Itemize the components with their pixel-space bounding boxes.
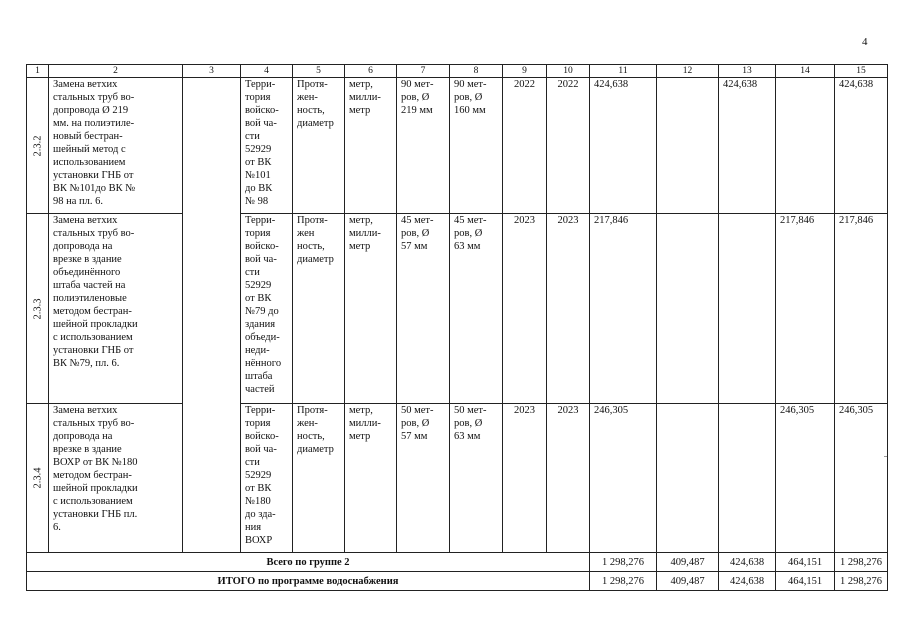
column-number: 4	[241, 65, 293, 78]
total-cell: 246,305	[590, 404, 657, 553]
table-row	[27, 78, 888, 214]
group-total-c13: 424,638	[719, 553, 776, 572]
group-total-label: Всего по группе 2	[27, 553, 590, 572]
column-number: 9	[503, 65, 547, 78]
column-number: 5	[293, 65, 345, 78]
column-number: 7	[397, 65, 450, 78]
col-14-cell: 217,846	[776, 214, 835, 404]
year-end-cell: 2022	[547, 78, 590, 214]
item-characteristic: Протя- жен- ность, диаметр	[297, 79, 334, 129]
item-units: метр, милли- метр	[349, 215, 381, 252]
characteristic-cell	[293, 214, 345, 404]
characteristic-cell	[293, 78, 345, 214]
before-cell	[397, 404, 450, 553]
item-after: 50 мет- ров, Ø 63 мм	[454, 405, 487, 442]
item-number: 2.3.2	[32, 135, 43, 156]
program-total-label: ИТОГО по программе водоснабжения	[27, 572, 590, 591]
after-cell	[450, 78, 503, 214]
column-number: 13	[719, 65, 776, 78]
description-cell	[49, 404, 183, 553]
item-before: 90 мет- ров, Ø 219 мм	[401, 79, 434, 116]
group-total-c12: 409,487	[657, 553, 719, 572]
col-12-cell	[657, 214, 719, 404]
program-table	[26, 64, 888, 591]
table-row	[27, 214, 888, 404]
before-cell	[397, 78, 450, 214]
item-characteristic: Протя- жен- ность, диаметр	[297, 405, 334, 455]
year-start-cell: 2023	[503, 214, 547, 404]
after-cell	[450, 214, 503, 404]
item-description: Замена ветхих стальных труб во- допровода на врезке в здание объединённого штаба частей на полиэтиленовые методом бестран- шейной прокладки с использованием установки ГНБ от ВК №79, пл. 6.	[53, 215, 138, 369]
page-number: 4	[862, 36, 868, 48]
description-cell	[49, 78, 183, 214]
item-after: 90 мет- ров, Ø 160 мм	[454, 79, 487, 116]
column-3-cell	[183, 78, 241, 553]
col-12-cell	[657, 404, 719, 553]
item-after: 45 мет- ров, Ø 63 мм	[454, 215, 487, 252]
col-15-cell: 246,305	[835, 404, 888, 553]
item-number-cell	[27, 78, 49, 214]
col-13-cell	[719, 404, 776, 553]
program-total-row	[27, 572, 888, 591]
year-start-cell: 2022	[503, 78, 547, 214]
year-start-cell: 2023	[503, 404, 547, 553]
column-number: 2	[49, 65, 183, 78]
scan-mark	[884, 456, 887, 457]
after-cell	[450, 404, 503, 553]
item-before: 50 мет- ров, Ø 57 мм	[401, 405, 434, 442]
item-number-cell	[27, 404, 49, 553]
characteristic-cell	[293, 404, 345, 553]
year-end-cell: 2023	[547, 404, 590, 553]
col-12-cell	[657, 78, 719, 214]
units-cell	[345, 404, 397, 553]
units-cell	[345, 78, 397, 214]
program-total-c15: 1 298,276	[835, 572, 888, 591]
item-territory: Терри- тория войско- вой ча- сти 52929 от ВК №101 до ВК № 98	[245, 79, 279, 207]
item-description: Замена ветхих стальных труб во- допровода на врезке в здание ВОХР от ВК №180 методом бестран- шейной прокладки с использованием установки ГНБ пл. 6.	[53, 405, 138, 533]
col-15-cell: 217,846	[835, 214, 888, 404]
territory-cell	[241, 404, 293, 553]
col-15-cell: 424,638	[835, 78, 888, 214]
program-total-c13: 424,638	[719, 572, 776, 591]
units-cell	[345, 214, 397, 404]
year-end-cell: 2023	[547, 214, 590, 404]
column-number: 14	[776, 65, 835, 78]
column-number: 15	[835, 65, 888, 78]
item-units: метр, милли- метр	[349, 405, 381, 442]
item-territory: Терри- тория войско- вой ча- сти 52929 от ВК №180 до зда- ния ВОХР	[245, 405, 279, 546]
before-cell	[397, 214, 450, 404]
item-number: 2.3.4	[32, 467, 43, 489]
program-total-c12: 409,487	[657, 572, 719, 591]
column-number: 1	[27, 65, 49, 78]
column-number: 12	[657, 65, 719, 78]
description-cell	[49, 214, 183, 404]
total-cell: 424,638	[590, 78, 657, 214]
item-units: метр, милли- метр	[349, 79, 381, 116]
group-total-c15: 1 298,276	[835, 553, 888, 572]
col-13-cell	[719, 214, 776, 404]
col-13-cell: 424,638	[719, 78, 776, 214]
territory-cell	[241, 214, 293, 404]
col-14-cell	[776, 78, 835, 214]
column-number: 11	[590, 65, 657, 78]
item-number-cell	[27, 214, 49, 404]
column-number: 8	[450, 65, 503, 78]
group-total-row	[27, 553, 888, 572]
column-number: 6	[345, 65, 397, 78]
program-total-c11: 1 298,276	[590, 572, 657, 591]
group-total-c14: 464,151	[776, 553, 835, 572]
col-14-cell: 246,305	[776, 404, 835, 553]
item-number: 2.3.3	[32, 298, 43, 319]
item-before: 45 мет- ров, Ø 57 мм	[401, 215, 434, 252]
column-number-row	[27, 65, 888, 78]
column-number: 3	[183, 65, 241, 78]
table-row	[27, 404, 888, 553]
item-description: Замена ветхих стальных труб во- допровода Ø 219 мм. на полиэтиле- новый бестран- шейный метод с использованием установки ГНБ от ВК №101до ВК № 98 на пл. 6.	[53, 79, 136, 207]
group-total-c11: 1 298,276	[590, 553, 657, 572]
item-territory: Терри- тория войско- вой ча- сти 52929 от ВК №79 до здания объеди- неди- нённого штаба частей	[245, 215, 282, 395]
column-number: 10	[547, 65, 590, 78]
program-total-c14: 464,151	[776, 572, 835, 591]
territory-cell	[241, 78, 293, 214]
total-cell: 217,846	[590, 214, 657, 404]
item-characteristic: Протя- жен ность, диаметр	[297, 215, 334, 265]
